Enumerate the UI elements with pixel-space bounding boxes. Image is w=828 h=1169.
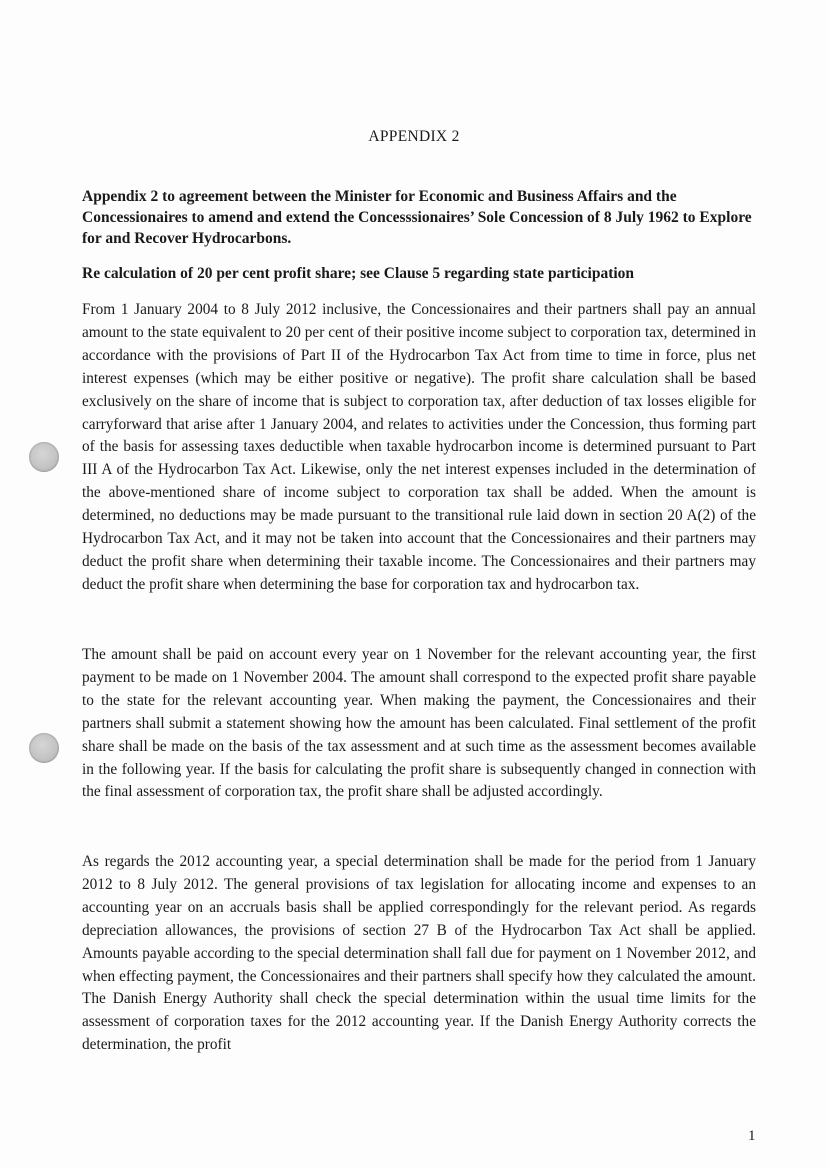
punch-hole-top [29,442,59,472]
appendix-heading: APPENDIX 2 [368,128,460,145]
punch-hole-bottom [29,733,59,763]
section-subheading: Re calculation of 20 per cent profit share; see Clause 5 regarding state participation [82,265,635,282]
paragraph-2: The amount shall be paid on account every year on 1 November for the relevant accounting year, the first payment to be made on 1 November 2004. The amount shall correspond to the expected profit share payable to the state for the relevant accounting year. When making the payment, the Concessionaires and their partners shall submit a statement showing how the amount has been calculated. Final settlement of the profit share shall be made on the basis of the tax assessment and at such time as the assessment becomes available in the following year. If the basis for calculating the profit share is subsequently changed in connection with the final assessment of corporation tax, the profit share shall be adjusted accordingly. [82,646,756,801]
paragraph-3: As regards the 2012 accounting year, a special determination shall be made for the period from 1 January 2012 to 8 July 2012. The general provisions of tax legislation for allocating income and expenses to an accounting year on an accruals basis shall be applied correspondingly for the relevant period. As regards depreciation allowances, the provisions of section 27 B of the Hydrocarbon Tax Act shall be applied. Amounts payable according to the special determination shall fall due for payment on 1 November 2012, and when effecting payment, the Concessionaires and their partners shall specify how they calculated the amount. The Danish Energy Authority shall check the special determination within the usual time limits for the assessment of corporation taxes for the 2012 accounting year. If the Danish Energy Authority corrects the determination, the profit [82,853,756,1054]
page-number: 1 [748,1128,756,1144]
document-title: Appendix 2 to agreement between the Minister for Economic and Business Affairs and the Concessionaires to amend and extend the Concesssionaires’ Sole Concession of 8 July 1962 to Explore for and Recover Hydrocarbons. [82,188,752,247]
paragraph-1: From 1 January 2004 to 8 July 2012 inclusive, the Concessionaires and their partners shall pay an annual amount to the state equivalent to 20 per cent of their positive income subject to corporation tax, determined in accordance with the provisions of Part II of the Hydrocarbon Tax Act from time to time in force, plus net interest expenses (which may be either positive or negative). The profit share calculation shall be based exclusively on the share of income that is subject to corporation tax, after deduction of tax losses eligible for carryforward that arise after 1 January 2004, and relates to activities under the Concession, thus forming part of the basis for assessing taxes deductible when taxable hydrocarbon income is determined pursuant to Part III A of the Hydrocarbon Tax Act. Likewise, only the net interest expenses included in the determination of the above-mentioned share of income subject to corporation tax shall be added. When the amount is determined, no deductions may be made pursuant to the transitional rule laid down in section 20 A(2) of the Hydrocarbon Tax Act, and it may not be taken into account that the Concessionaires and their partners may deduct the profit share when determining their taxable income. The Concessionaires and their partners may deduct the profit share when determining the base for corporation tax and hydrocarbon tax. [82,301,756,593]
